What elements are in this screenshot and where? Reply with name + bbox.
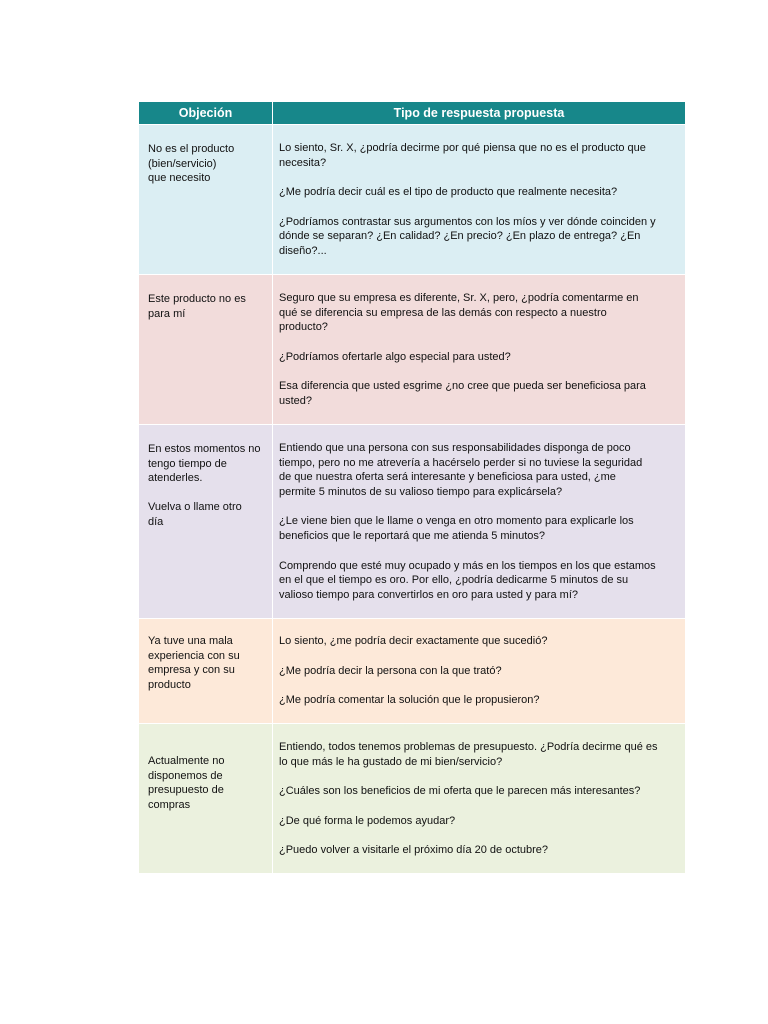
response-paragraph bbox=[279, 784, 681, 799]
objection-cell bbox=[139, 619, 273, 723]
response-line: ¿Me podría comentar la solución que le propusieron? bbox=[279, 694, 540, 707]
response-line: ¿Me podría decir la persona con la que trató? bbox=[279, 664, 502, 677]
objection-line: atenderles. bbox=[148, 472, 203, 485]
objection-line: Este producto no es bbox=[148, 293, 246, 305]
table-row bbox=[139, 618, 685, 723]
response-paragraph bbox=[279, 291, 681, 335]
response-line: lo que más le ha gustado de mi bien/servicio? bbox=[279, 755, 503, 768]
response-line: usted? bbox=[279, 394, 313, 407]
response-line: qué se diferencia su empresa de las demás con respecto a nuestro bbox=[279, 306, 607, 319]
objection-line: Vuelva o llame otro bbox=[148, 501, 242, 514]
response-paragraph bbox=[279, 740, 681, 769]
objection-line: Actualmente no bbox=[148, 755, 225, 767]
table-row bbox=[139, 274, 685, 424]
response-line: necesita? bbox=[279, 156, 327, 169]
objection-line: experiencia con su bbox=[148, 649, 240, 662]
table-row bbox=[139, 723, 685, 873]
response-line: ¿Me podría decir cuál es el tipo de producto que realmente necesita? bbox=[279, 186, 618, 199]
response-line: Lo siento, Sr. X, ¿podría decirme por qué piensa que no es el producto que bbox=[279, 142, 646, 154]
response-paragraph bbox=[279, 843, 681, 858]
response-line: ¿Le viene bien que le llame o venga en otro momento para explicarle los bbox=[279, 515, 634, 528]
response-paragraph bbox=[279, 215, 681, 259]
response-paragraph bbox=[279, 441, 681, 499]
response-line: ¿Podríamos ofertarle algo especial para usted? bbox=[279, 350, 511, 363]
response-cell bbox=[273, 275, 685, 424]
response-cell bbox=[273, 619, 685, 723]
response-line: permite 5 minutos de su valioso tiempo para explicársela? bbox=[279, 485, 563, 498]
objection-line: para mí bbox=[148, 307, 186, 320]
response-paragraph bbox=[279, 664, 681, 679]
response-line: beneficios que le reportará que me atienda 5 minutos? bbox=[279, 529, 546, 542]
objection-line: tengo tiempo de bbox=[148, 457, 227, 470]
response-paragraph bbox=[279, 814, 681, 829]
objections-table bbox=[139, 102, 685, 873]
response-line: de que nuestra oferta será interesante y beneficiosa para usted, ¿me bbox=[279, 471, 616, 484]
objection-cell bbox=[139, 425, 273, 618]
response-line: en el que el tiempo es oro. Por ello, ¿podría dedicarme 5 minutos de su bbox=[279, 574, 629, 587]
response-cell bbox=[273, 125, 685, 274]
response-line: producto? bbox=[279, 321, 328, 334]
header-response: Tipo de respuesta propuesta bbox=[393, 106, 565, 120]
objection-line: empresa y con su bbox=[148, 664, 235, 677]
objection-line: En estos momentos no bbox=[148, 443, 261, 455]
objection-cell bbox=[139, 724, 273, 873]
response-line: Entiendo, todos tenemos problemas de presupuesto. ¿Podría decirme qué es bbox=[279, 741, 658, 753]
response-cell bbox=[273, 425, 685, 618]
table-row bbox=[139, 424, 685, 618]
response-line: Lo siento, ¿me podría decir exactamente que sucedió? bbox=[279, 635, 548, 647]
response-paragraph bbox=[279, 141, 681, 170]
objection-line: disponemos de bbox=[148, 769, 223, 782]
response-line: diseño?... bbox=[279, 244, 327, 257]
response-paragraph bbox=[279, 350, 681, 365]
response-line: Seguro que su empresa es diferente, Sr. X, pero, ¿podría comentarme en bbox=[279, 292, 639, 304]
response-line: ¿Cuáles son los beneficios de mi oferta que le parecen más interesantes? bbox=[279, 785, 641, 798]
response-line: Entiendo que una persona con sus responsabilidades disponga de poco bbox=[279, 442, 631, 454]
response-paragraph bbox=[279, 634, 681, 649]
objection-line: presupuesto de bbox=[148, 784, 224, 797]
table-header bbox=[139, 102, 685, 124]
objection-line: Ya tuve una mala bbox=[148, 635, 233, 647]
spacer bbox=[148, 486, 266, 501]
response-paragraph bbox=[279, 185, 681, 200]
objection-line: (bien/servicio) bbox=[148, 157, 217, 170]
objection-cell bbox=[139, 125, 273, 274]
objection-line: día bbox=[148, 515, 164, 528]
response-paragraph bbox=[279, 379, 681, 408]
header-objection: Objeción bbox=[139, 102, 273, 124]
table-row bbox=[139, 124, 685, 274]
objection-line: que necesito bbox=[148, 172, 211, 185]
response-line: ¿Podríamos contrastar sus argumentos con los míos y ver dónde coinciden y bbox=[279, 215, 656, 228]
response-line: tiempo, pero no me atrevería a hacérselo perder si no tuviese la seguridad bbox=[279, 456, 643, 469]
response-line: valioso tiempo para convertirlos en oro para usted y para mí? bbox=[279, 588, 578, 601]
objection-cell bbox=[139, 275, 273, 424]
response-paragraph bbox=[279, 514, 681, 543]
response-paragraph bbox=[279, 559, 681, 603]
response-line: ¿De qué forma le podemos ayudar? bbox=[279, 814, 456, 827]
objection-line: No es el producto bbox=[148, 143, 235, 155]
response-paragraph bbox=[279, 693, 681, 708]
response-line: Esa diferencia que usted esgrime ¿no cree que pueda ser beneficiosa para bbox=[279, 380, 646, 393]
response-line: Comprendo que esté muy ocupado y más en los tiempos en los que estamos bbox=[279, 559, 656, 572]
response-line: dónde se separan? ¿En calidad? ¿En precio? ¿En plazo de entrega? ¿En bbox=[279, 230, 641, 243]
objection-line: producto bbox=[148, 678, 191, 691]
response-cell bbox=[273, 724, 685, 873]
response-line: ¿Puedo volver a visitarle el próximo día 20 de octubre? bbox=[279, 844, 549, 857]
objection-line: compras bbox=[148, 798, 191, 811]
